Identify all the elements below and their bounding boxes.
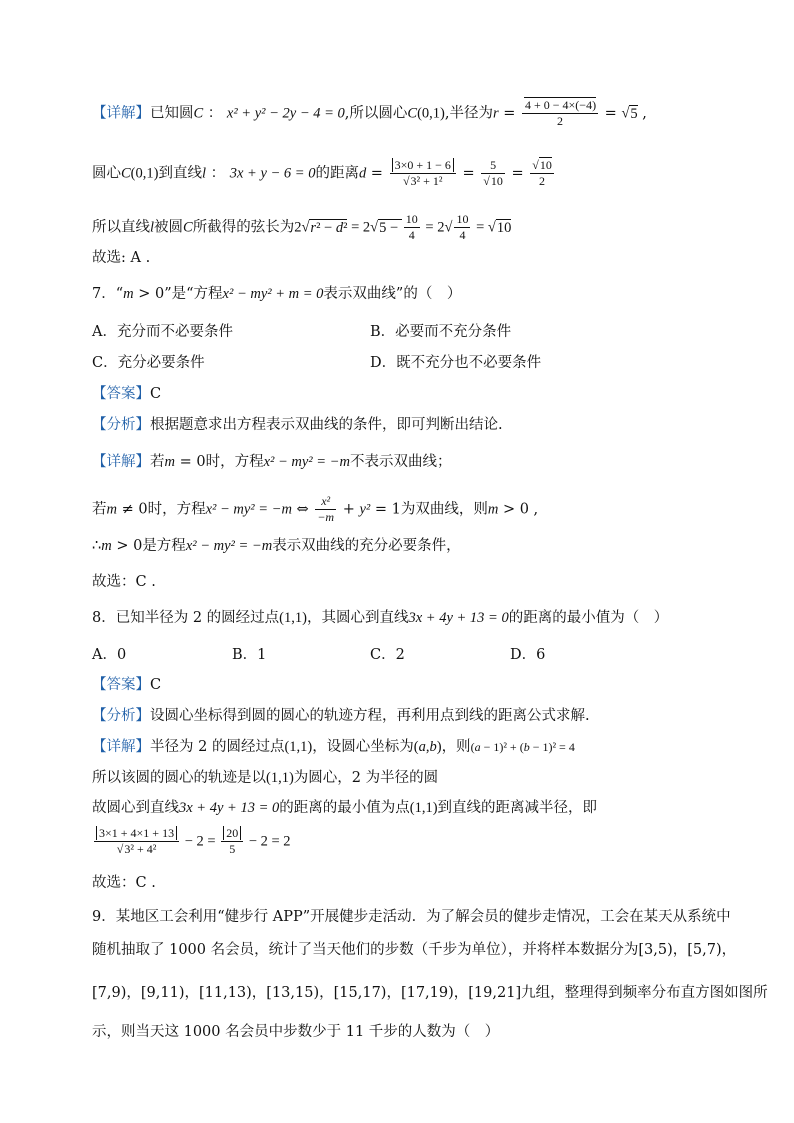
q7-option-c[interactable]: C．充分必要条件 (92, 355, 205, 371)
q9-line2: 随机抽取了 1000 名会员，统计了当天他们的步数（千步为单位），并将样本数据分为[3,5)，[5,7)， (92, 942, 737, 958)
q9-line4: 示，则当天这 1000 名会员中步数少于 11 千步的人数为（ ） (92, 1024, 500, 1040)
p6-choose: 故选: A . (92, 250, 151, 266)
q8-option-d[interactable]: D．6 (510, 647, 546, 663)
q8-option-a[interactable]: A．0 (92, 647, 127, 663)
p6-detail-line3: 所以直线l被圆C所截得的弦长为2√r² − d² = 2√5 − $\frac{10}{4}$ = 2√ $\frac{10}{4}$ = √10 (92, 212, 512, 242)
q7-option-a[interactable]: A．充分而不必要条件 (92, 324, 233, 340)
q8-option-b[interactable]: B．1 (232, 647, 267, 663)
formula: C (193, 105, 204, 122)
q7-option-d[interactable]: D．既不充分也不必要条件 (370, 355, 542, 371)
formula: C (407, 105, 418, 122)
formula: 3x + y − 6 = 0 (229, 165, 316, 182)
q7-detail-line2: 若m ≠ 0时，方程x² − my² = −m ⇔ $\frac{\text{x²}}{-m}$ + y² = 1为双曲线，则m > 0 , (92, 494, 539, 524)
detail-tag: 【详解】 (92, 105, 150, 122)
q8-analysis: 【分析】设圆心坐标得到圆的圆心的轨迹方程，再利用点到线的距离公式求解. (92, 708, 590, 724)
q8-detail-line2: 所以该圆的圆心的轨迹是以(1,1)为圆心，2 为半径的圆 (92, 770, 439, 786)
q9-line3: [7,9)，[9,11)，[11,13)，[13,15)，[15,17)，[17,19)，[19,21]九组，整理得到频率分布直方图如图所 (92, 985, 768, 1001)
q8-stem: 8．已知半径为 2 的圆经过点(1,1)，其圆心到直线3x + 4y + 13 = 0的距离的最小值为（ ） (92, 610, 669, 626)
p6-detail-line1: 【详解】已知圆C ： x² + y² − 2y − 4 = 0,所以圆心C(0,1),半径为r = $\frac{4 + 0 - 4\times(-4)}{2}$ = √5 , (92, 98, 647, 128)
p6-detail-line2: 圆心C(0,1)到直线l ： 3x + y − 6 = 0的距离d = $\frac{3\times 0 + 1 - 6}{\text{√3² + 1²}}$ = $\frac{5}{√10}$ = $\frac{√10}{2}$ (92, 158, 552, 188)
q8-option-c[interactable]: C．2 (370, 647, 405, 663)
q7-choose: 故选：C . (92, 574, 156, 590)
formula: x² + y² − 2y − 4 = 0 (226, 105, 345, 122)
formula: 2√r² − d² = 2√5 − (294, 219, 402, 236)
q8-answer: 【答案】C (92, 677, 162, 693)
q8-choose: 故选：C . (92, 875, 156, 891)
q8-detail-line3: 故圆心到直线3x + 4y + 13 = 0的距离的最小值为点(1,1)到直线的距离减半径，即 (92, 800, 598, 816)
q7-option-b[interactable]: B．必要而不充分条件 (370, 324, 512, 340)
q7-detail-line3: ∴m > 0是方程x² − my² = −m表示双曲线的充分必要条件， (92, 538, 461, 554)
q7-detail-line1: 【详解】若m = 0时，方程x² − my² = −m不表示双曲线； (92, 454, 452, 470)
q7-answer: 【答案】C (92, 386, 162, 402)
radius-fraction: $\frac{4 + 0 - 4\times(-4)}{2}$ (522, 98, 598, 129)
q8-detail-formula: $\frac{3\times 1 + 4\times 1 + 13}{\text{√3² + 4²}}$ − 2 = $\frac{20}{5}$ − 2 = 2 (92, 826, 291, 857)
q7-stem: 7．“m > 0”是“方程x² − my² + m = 0表示双曲线”的（ ） (92, 286, 462, 302)
q9-line1: 9．某地区工会利用“健步行 APP”开展健步走活动．为了解会员的健步走情况，工会在某天从系统中 (92, 909, 731, 925)
distance-fraction: $\frac{3\times 0 + 1 - 6}{\text{√3² + 1²}}$ (390, 158, 456, 189)
q8-detail-line1: 【详解】半径为 2 的圆经过点(1,1)，设圆心坐标为(a,b)，则(a − 1)² + (b − 1)² = 4 (92, 739, 575, 755)
q7-analysis: 【分析】根据题意求出方程表示双曲线的条件，即可判断出结论. (92, 417, 503, 433)
